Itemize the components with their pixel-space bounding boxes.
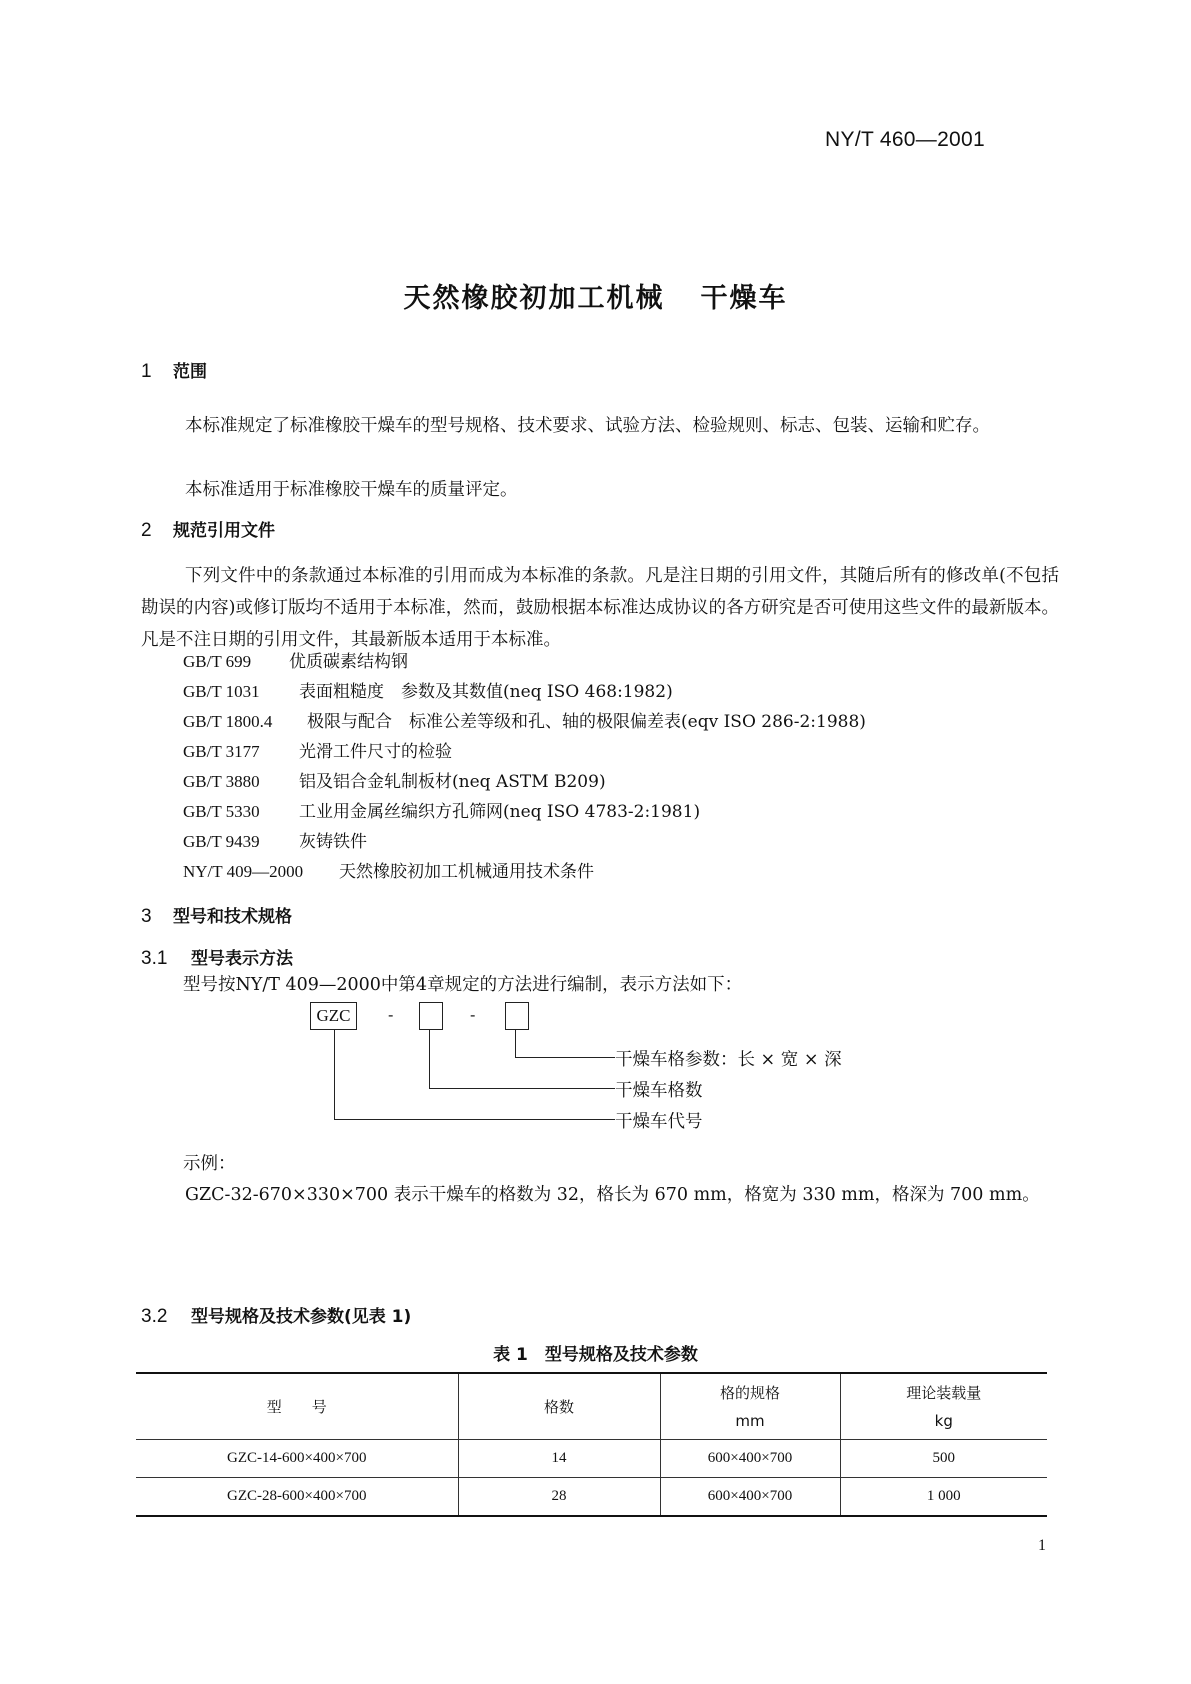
- section-3-number: 3: [141, 906, 152, 927]
- section-3-1-heading: [141, 944, 293, 970]
- reference-title: 极限与配合 标准公差等级和孔、轴的极限偏差表(eqv ISO 286-2:1988): [307, 712, 866, 732]
- reference-item: [183, 737, 452, 767]
- header-load-unit: kg: [934, 1411, 953, 1430]
- reference-title: 灰铸铁件: [299, 832, 367, 852]
- cell-count: 14: [458, 1440, 660, 1478]
- model-code-box: GZC: [310, 1002, 357, 1030]
- leader-line: [515, 1057, 615, 1058]
- section-3-2-heading: [141, 1302, 411, 1328]
- cell-spec-box: [505, 1002, 529, 1030]
- section-2-title: 规范引用文件: [173, 521, 275, 541]
- reference-title: 铝及铝合金轧制板材(neq ASTM B209): [299, 772, 606, 792]
- reference-item: [183, 767, 606, 797]
- section-3-2-title: 型号规格及技术参数(见表 1): [191, 1307, 412, 1327]
- separator-dash: -: [388, 1005, 394, 1024]
- header-count: 格数: [458, 1373, 660, 1440]
- section-2-number: 2: [141, 520, 152, 541]
- section-3-1-number: 3.1: [141, 948, 168, 969]
- standard-code: NY/T 460—2001: [825, 128, 985, 151]
- table-row: [136, 1478, 1047, 1517]
- reference-title: 表面粗糙度 参数及其数值(neq ISO 468:1982): [299, 682, 673, 702]
- leader-line: [429, 1030, 430, 1088]
- header-load: [840, 1373, 1047, 1440]
- cell-count-box: [419, 1002, 443, 1030]
- label-model-code: 干燥车代号: [615, 1112, 703, 1132]
- reference-title: 光滑工件尺寸的检验: [299, 742, 452, 762]
- document-title: [0, 276, 1191, 315]
- cell-spec: 600×400×700: [660, 1478, 840, 1517]
- table-caption: 表 1 型号规格及技术参数: [493, 1345, 698, 1365]
- header-model: 型 号: [136, 1373, 458, 1440]
- reference-code: GB/T 699: [183, 652, 252, 671]
- reference-title: 天然橡胶初加工机械通用技术条件: [339, 862, 594, 882]
- cell-load: 1 000: [840, 1478, 1047, 1517]
- example-label: 示例：: [183, 1154, 236, 1174]
- section-2-heading: [141, 516, 275, 542]
- reference-item: [183, 647, 408, 677]
- reference-item: [183, 707, 866, 737]
- cell-model: GZC-14-600×400×700: [136, 1440, 458, 1478]
- reference-code: GB/T 5330: [183, 802, 260, 821]
- header-spec: [660, 1373, 840, 1440]
- header-load-title: 理论装载量: [906, 1383, 982, 1402]
- reference-item: [183, 857, 594, 887]
- label-cell-count: 干燥车格数: [615, 1081, 703, 1101]
- reference-code: NY/T 409—2000: [183, 862, 304, 881]
- table-header-row: [136, 1373, 1047, 1440]
- reference-item: [183, 827, 367, 857]
- cell-load: 500: [840, 1440, 1047, 1478]
- reference-code: GB/T 3177: [183, 742, 260, 761]
- reference-code: GB/T 1800.4: [183, 712, 273, 731]
- reference-title: 优质碳素结构钢: [289, 652, 408, 672]
- section-3-2-number: 3.2: [141, 1306, 168, 1327]
- section-1-paragraph-2: 本标准适用于标准橡胶干燥车的质量评定。: [185, 480, 518, 500]
- leader-line: [429, 1088, 615, 1089]
- separator-dash: -: [470, 1005, 476, 1024]
- header-spec-unit: mm: [735, 1411, 765, 1430]
- reference-title: 工业用金属丝编织方孔筛网(neq ISO 4783-2:1981): [299, 802, 701, 822]
- title-main: 天然橡胶初加工机械: [403, 283, 665, 314]
- cell-model: GZC-28-600×400×700: [136, 1478, 458, 1517]
- header-spec-title: 格的规格: [719, 1383, 780, 1402]
- leader-line: [515, 1030, 516, 1057]
- reference-code: GB/T 1031: [183, 682, 260, 701]
- leader-line: [334, 1030, 335, 1119]
- page-number: 1: [1038, 1537, 1046, 1554]
- section-1-number: 1: [141, 361, 152, 382]
- reference-item: [183, 797, 700, 827]
- section-3-heading: [141, 902, 292, 928]
- section-1-title: 范围: [173, 362, 207, 382]
- spec-table: [136, 1372, 1047, 1517]
- section-3-title: 型号和技术规格: [173, 907, 292, 927]
- example-text: GZC-32-670×330×700 表示干燥车的格数为 32，格长为 670 mm，格宽为 330 mm，格深为 700 mm。: [185, 1185, 1040, 1205]
- title-sub: 干燥车: [700, 283, 788, 314]
- section-2-paragraph: 下列文件中的条款通过本标准的引用而成为本标准的条款。凡是注日期的引用文件，其随后所有的修改单(不包括勘误的内容)或修订版均不适用于本标准，然而，鼓励根据本标准达成协议的各方研究是否可使用这些文件的最新版本。凡是不注日期的引用文件，其最新版本适用于本标准。: [141, 566, 1059, 650]
- table-row: [136, 1440, 1047, 1478]
- section-3-1-intro: 型号按NY/T 409—2000中第4章规定的方法进行编制，表示方法如下：: [183, 975, 743, 995]
- section-3-1-title: 型号表示方法: [191, 949, 293, 969]
- reference-item: [183, 677, 673, 707]
- cell-spec: 600×400×700: [660, 1440, 840, 1478]
- reference-code: GB/T 9439: [183, 832, 260, 851]
- leader-line: [334, 1119, 615, 1120]
- label-cell-spec: 干燥车格参数：长 × 宽 × 深: [615, 1050, 842, 1070]
- cell-count: 28: [458, 1478, 660, 1517]
- reference-code: GB/T 3880: [183, 772, 260, 791]
- section-1-paragraph-1: 本标准规定了标准橡胶干燥车的型号规格、技术要求、试验方法、检验规则、标志、包装、运输和贮存。: [185, 416, 990, 436]
- section-1-heading: [141, 357, 207, 383]
